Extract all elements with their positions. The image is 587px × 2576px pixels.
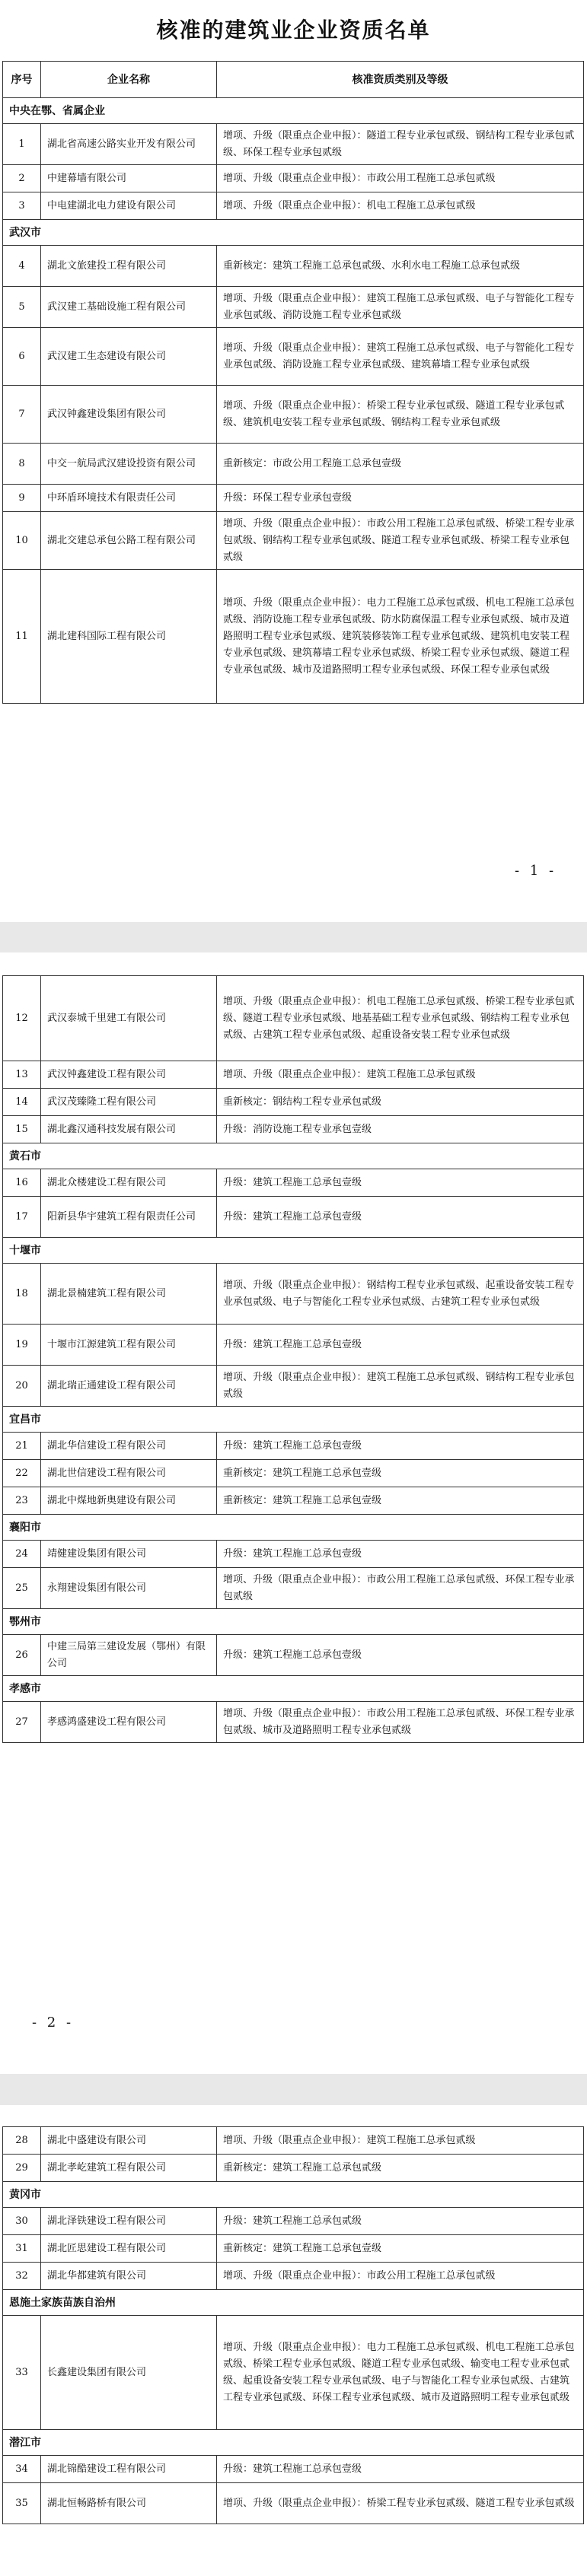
company-name: 湖北文旅建投工程有限公司 xyxy=(41,246,217,287)
section-row xyxy=(3,2182,584,2208)
company-name: 湖北华信建设工程有限公司 xyxy=(41,1433,217,1460)
qualification-grade: 重新核定：建筑工程施工总承包壹级 xyxy=(217,2235,584,2263)
row-number: 28 xyxy=(3,2127,41,2155)
qualification-grade: 升级：建筑工程施工总承包壹级 xyxy=(217,1433,584,1460)
table-row xyxy=(3,1366,584,1407)
row-number: 9 xyxy=(3,485,41,512)
company-name: 湖北建科国际工程有限公司 xyxy=(41,570,217,704)
qualification-table-page-1 xyxy=(2,61,584,704)
table-row xyxy=(3,1460,584,1487)
table-row xyxy=(3,2483,584,2524)
qualification-grade: 重新核定：建筑工程施工总承包壹级 xyxy=(217,1460,584,1487)
qualification-grade: 增项、升级（限重点企业申报）：市政公用工程施工总承包贰级 xyxy=(217,165,584,192)
company-name: 湖北省高速公路实业开发有限公司 xyxy=(41,124,217,165)
company-name: 湖北华都建筑有限公司 xyxy=(41,2263,217,2290)
qualification-grade: 升级：建筑工程施工总承包壹级 xyxy=(217,1169,584,1197)
table-row xyxy=(3,570,584,704)
table-row xyxy=(3,1116,584,1143)
section-row xyxy=(3,220,584,246)
table-row xyxy=(3,1061,584,1089)
row-number: 3 xyxy=(3,192,41,220)
row-number: 33 xyxy=(3,2316,41,2430)
company-name: 十堰市江源建筑工程有限公司 xyxy=(41,1325,217,1366)
company-name: 长鑫建设集团有限公司 xyxy=(41,2316,217,2430)
section-heading: 潜江市 xyxy=(3,2430,584,2456)
company-name: 武汉茂臻隆工程有限公司 xyxy=(41,1089,217,1116)
qualification-grade: 增项、升级（限重点企业申报）：建筑工程施工总承包贰级、电子与智能化工程专业承包贰级、消防设施工程专业承包贰级 xyxy=(217,287,584,328)
qualification-grade: 重新核定：市政公用工程施工总承包壹级 xyxy=(217,444,584,485)
table-row xyxy=(3,1702,584,1743)
company-name: 湖北众楼建设工程有限公司 xyxy=(41,1169,217,1197)
company-name: 武汉建工生态建设有限公司 xyxy=(41,328,217,386)
section-heading: 黄冈市 xyxy=(3,2182,584,2208)
qualification-grade: 增项、升级（限重点企业申报）：建筑工程施工总承包贰级、钢结构工程专业承包贰级 xyxy=(217,1366,584,1407)
table-header-row xyxy=(3,62,584,98)
qualification-grade: 重新核定：建筑工程施工总承包贰级、水利水电工程施工总承包贰级 xyxy=(217,246,584,287)
section-row xyxy=(3,1143,584,1169)
qualification-grade: 增项、升级（限重点企业申报）：机电工程施工总承包贰级 xyxy=(217,192,584,220)
document-title: 核准的建筑业企业资质名单 xyxy=(156,17,431,43)
header-no: 序号 xyxy=(3,62,41,98)
row-number: 10 xyxy=(3,512,41,570)
row-number: 25 xyxy=(3,1568,41,1609)
row-number: 24 xyxy=(3,1541,41,1568)
row-number: 19 xyxy=(3,1325,41,1366)
company-name: 中建三局第三建设发展（鄂州）有限公司 xyxy=(41,1635,217,1676)
section-heading: 恩施土家族苗族自治州 xyxy=(3,2290,584,2316)
row-number: 20 xyxy=(3,1366,41,1407)
row-number: 26 xyxy=(3,1635,41,1676)
company-name: 中电建湖北电力建设有限公司 xyxy=(41,192,217,220)
company-name: 湖北中煤地新奥建设有限公司 xyxy=(41,1487,217,1515)
table-row xyxy=(3,1089,584,1116)
row-number: 8 xyxy=(3,444,41,485)
table-row xyxy=(3,444,584,485)
table-row xyxy=(3,485,584,512)
row-number: 23 xyxy=(3,1487,41,1515)
row-number: 11 xyxy=(3,570,41,704)
table-row xyxy=(3,1433,584,1460)
qualification-grade: 重新核定：建筑工程施工总承包壹级 xyxy=(217,1487,584,1515)
qualification-grade: 升级：建筑工程施工总承包贰级 xyxy=(217,2208,584,2235)
qualification-grade: 增项、升级（限重点企业申报）：机电工程施工总承包贰级、桥梁工程专业承包贰级、隧道工程专业承包贰级、地基基础工程专业承包贰级、钢结构工程专业承包贰级、古建筑工程专业承包贰级、起重设备安装工程专业承包贰级 xyxy=(217,976,584,1061)
table-row xyxy=(3,124,584,165)
row-number: 27 xyxy=(3,1702,41,1743)
table-row xyxy=(3,1325,584,1366)
row-number: 13 xyxy=(3,1061,41,1089)
row-number: 30 xyxy=(3,2208,41,2235)
table-row xyxy=(3,2456,584,2483)
row-number: 7 xyxy=(3,386,41,444)
company-name: 湖北世信建设工程有限公司 xyxy=(41,1460,217,1487)
row-number: 4 xyxy=(3,246,41,287)
company-name: 湖北匠思建设工程有限公司 xyxy=(41,2235,217,2263)
table-row xyxy=(3,976,584,1061)
company-name: 永翔建设集团有限公司 xyxy=(41,1568,217,1609)
company-name: 湖北鑫汉通科技发展有限公司 xyxy=(41,1116,217,1143)
section-heading: 鄂州市 xyxy=(3,1609,584,1635)
qualification-grade: 增项、升级（限重点企业申报）：建筑工程施工总承包贰级 xyxy=(217,1061,584,1089)
row-number: 35 xyxy=(3,2483,41,2524)
section-heading: 中央在鄂、省属企业 xyxy=(3,98,584,124)
row-number: 16 xyxy=(3,1169,41,1197)
company-name: 靖健建设集团有限公司 xyxy=(41,1541,217,1568)
company-name: 武汉建工基础设施工程有限公司 xyxy=(41,287,217,328)
section-row xyxy=(3,1515,584,1541)
qualification-grade: 增项、升级（限重点企业申报）：桥梁工程专业承包贰级、隧道工程专业承包贰级 xyxy=(217,2483,584,2524)
company-name: 武汉泰城千里建工有限公司 xyxy=(41,976,217,1061)
company-name: 湖北泽铁建设工程有限公司 xyxy=(41,2208,217,2235)
row-number: 6 xyxy=(3,328,41,386)
section-row xyxy=(3,1407,584,1433)
table-row xyxy=(3,2127,584,2155)
qualification-grade: 升级：建筑工程施工总承包壹级 xyxy=(217,2456,584,2483)
row-number: 14 xyxy=(3,1089,41,1116)
qualification-grade: 增项、升级（限重点企业申报）：隧道工程专业承包贰级、钢结构工程专业承包贰级、环保工程专业承包贰级 xyxy=(217,124,584,165)
company-name: 孝感鸿盛建设工程有限公司 xyxy=(41,1702,217,1743)
company-name: 湖北景楠建筑工程有限公司 xyxy=(41,1264,217,1325)
row-number: 31 xyxy=(3,2235,41,2263)
section-row xyxy=(3,1676,584,1702)
table-row xyxy=(3,246,584,287)
qualification-grade: 升级：建筑工程施工总承包壹级 xyxy=(217,1325,584,1366)
company-name: 中建幕墙有限公司 xyxy=(41,165,217,192)
table-row xyxy=(3,192,584,220)
row-number: 17 xyxy=(3,1197,41,1238)
section-heading: 宜昌市 xyxy=(3,1407,584,1433)
company-name: 阳新县华宇建筑工程有限责任公司 xyxy=(41,1197,217,1238)
table-row xyxy=(3,2235,584,2263)
qualification-table-page-2 xyxy=(2,975,584,1743)
company-name: 湖北瑞正通建设工程有限公司 xyxy=(41,1366,217,1407)
company-name: 湖北锦酷建设工程有限公司 xyxy=(41,2456,217,2483)
section-row xyxy=(3,1609,584,1635)
section-heading: 武汉市 xyxy=(3,220,584,246)
header-name: 企业名称 xyxy=(41,62,217,98)
table-row xyxy=(3,2155,584,2182)
section-row xyxy=(3,98,584,124)
qualification-grade: 增项、升级（限重点企业申报）：市政公用工程施工总承包贰级、环保工程专业承包贰级、城市及道路照明工程专业承包贰级 xyxy=(217,1702,584,1743)
table-row xyxy=(3,1568,584,1609)
row-number: 15 xyxy=(3,1116,41,1143)
table-row xyxy=(3,1169,584,1197)
table-row xyxy=(3,2316,584,2430)
qualification-grade: 增项、升级（限重点企业申报）：电力工程施工总承包贰级、机电工程施工总承包贰级、消防设施工程专业承包贰级、防水防腐保温工程专业承包贰级、城市及道路照明工程专业承包贰级、建筑装修装饰工程专业承包贰级、建筑机电安装工程专业承包贰级、建筑幕墙工程专业承包贰级、桥梁工程专业承包贰级、隧道工程专业承包贰级、城市及道路照明工程专业承包贰级、环保工程专业承包贰级 xyxy=(217,570,584,704)
document-page-2 xyxy=(0,952,587,2074)
qualification-grade: 升级：消防设施工程专业承包壹级 xyxy=(217,1116,584,1143)
section-row xyxy=(3,1238,584,1264)
company-name: 湖北恒畅路桥有限公司 xyxy=(41,2483,217,2524)
qualification-grade: 升级：建筑工程施工总承包壹级 xyxy=(217,1635,584,1676)
table-row xyxy=(3,2208,584,2235)
table-row xyxy=(3,1541,584,1568)
table-row xyxy=(3,1487,584,1515)
row-number: 34 xyxy=(3,2456,41,2483)
qualification-table-page-3 xyxy=(2,2126,584,2524)
section-heading: 十堰市 xyxy=(3,1238,584,1264)
document-page-1 xyxy=(0,0,587,922)
qualification-grade: 增项、升级（限重点企业申报）：市政公用工程施工总承包贰级、环保工程专业承包贰级 xyxy=(217,1568,584,1609)
section-row xyxy=(3,2290,584,2316)
company-name: 中环盾环境技术有限责任公司 xyxy=(41,485,217,512)
company-name: 武汉钟鑫建设集团有限公司 xyxy=(41,386,217,444)
header-grade: 核准资质类别及等级 xyxy=(217,62,584,98)
qualification-grade: 增项、升级（限重点企业申报）：市政公用工程施工总承包贰级 xyxy=(217,2263,584,2290)
table-row xyxy=(3,1197,584,1238)
row-number: 32 xyxy=(3,2263,41,2290)
row-number: 1 xyxy=(3,124,41,165)
table-row xyxy=(3,2263,584,2290)
table-row xyxy=(3,386,584,444)
qualification-grade: 增项、升级（限重点企业申报）：市政公用工程施工总承包贰级、桥梁工程专业承包贰级、钢结构工程专业承包贰级、隧道工程专业承包贰级、桥梁工程专业承包贰级 xyxy=(217,512,584,570)
company-name: 中交一航局武汉建设投资有限公司 xyxy=(41,444,217,485)
qualification-grade: 增项、升级（限重点企业申报）：电力工程施工总承包贰级、机电工程施工总承包贰级、桥梁工程专业承包贰级、隧道工程专业承包贰级、输变电工程专业承包贰级、起重设备安装工程专业承包贰级、电子与智能化工程专业承包贰级、古建筑工程专业承包贰级、环保工程专业承包贰级、城市及道路照明工程专业承包贰级 xyxy=(217,2316,584,2430)
table-row xyxy=(3,1635,584,1676)
qualification-grade: 升级：环保工程专业承包壹级 xyxy=(217,485,584,512)
qualification-grade: 增项、升级（限重点企业申报）：钢结构工程专业承包贰级、起重设备安装工程专业承包贰级、电子与智能化工程专业承包贰级、古建筑工程专业承包贰级 xyxy=(217,1264,584,1325)
page-number: - 1 - xyxy=(515,863,557,879)
row-number: 18 xyxy=(3,1264,41,1325)
page-number: - 2 - xyxy=(32,2015,75,2031)
section-row xyxy=(3,2430,584,2456)
row-number: 22 xyxy=(3,1460,41,1487)
section-heading: 襄阳市 xyxy=(3,1515,584,1541)
row-number: 5 xyxy=(3,287,41,328)
company-name: 湖北交建总承包公路工程有限公司 xyxy=(41,512,217,570)
qualification-grade: 增项、升级（限重点企业申报）：建筑工程施工总承包贰级、电子与智能化工程专业承包贰级、消防设施工程专业承包贰级、建筑幕墙工程专业承包贰级 xyxy=(217,328,584,386)
table-row xyxy=(3,287,584,328)
section-heading: 黄石市 xyxy=(3,1143,584,1169)
qualification-grade: 重新核定：钢结构工程专业承包贰级 xyxy=(217,1089,584,1116)
table-row xyxy=(3,512,584,570)
section-heading: 孝感市 xyxy=(3,1676,584,1702)
row-number: 29 xyxy=(3,2155,41,2182)
qualification-grade: 升级：建筑工程施工总承包壹级 xyxy=(217,1197,584,1238)
company-name: 湖北中盛建设有限公司 xyxy=(41,2127,217,2155)
qualification-grade: 升级：建筑工程施工总承包壹级 xyxy=(217,1541,584,1568)
table-row xyxy=(3,328,584,386)
company-name: 湖北孝屹建筑工程有限公司 xyxy=(41,2155,217,2182)
qualification-grade: 增项、升级（限重点企业申报）：建筑工程施工总承包贰级 xyxy=(217,2127,584,2155)
table-row xyxy=(3,165,584,192)
qualification-grade: 增项、升级（限重点企业申报）：桥梁工程专业承包贰级、隧道工程专业承包贰级、建筑机电安装工程专业承包贰级、钢结构工程专业承包贰级 xyxy=(217,386,584,444)
table-row xyxy=(3,1264,584,1325)
company-name: 武汉钟鑫建设工程有限公司 xyxy=(41,1061,217,1089)
row-number: 12 xyxy=(3,976,41,1061)
qualification-grade: 重新核定：建筑工程施工总承包贰级 xyxy=(217,2155,584,2182)
document-page-3 xyxy=(0,2105,587,2576)
row-number: 2 xyxy=(3,165,41,192)
row-number: 21 xyxy=(3,1433,41,1460)
